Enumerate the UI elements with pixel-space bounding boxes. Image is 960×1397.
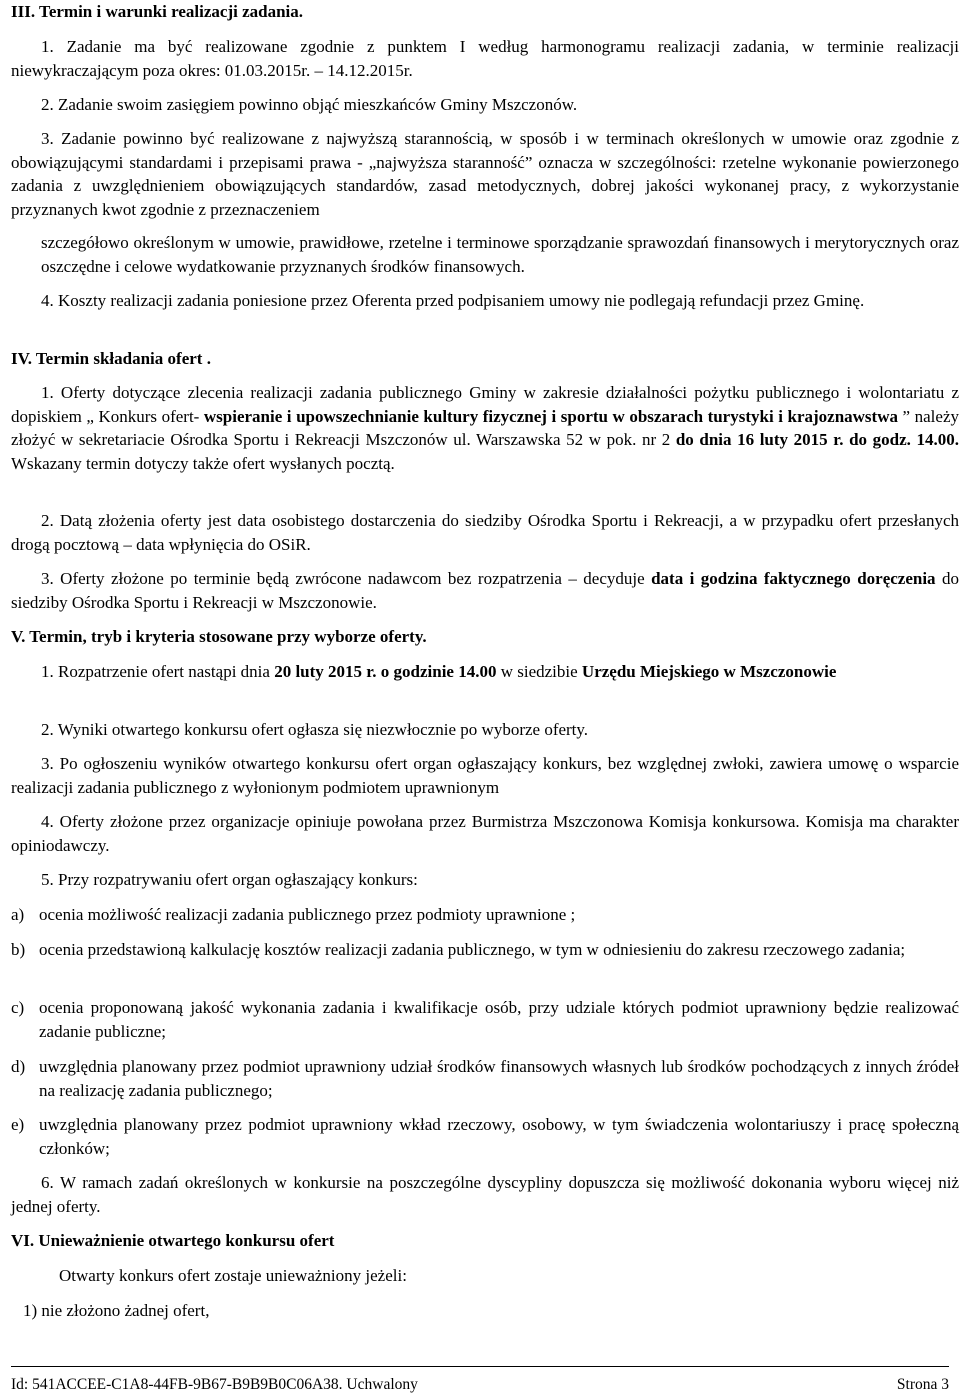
s5-p1-text-bold-date: 20 luty 2015 r. o godzinie 14.00 bbox=[274, 662, 497, 681]
page-number: Strona 3 bbox=[896, 1376, 949, 1393]
section-6-item-1: 1) nie złożono żadnej ofert, bbox=[23, 1301, 210, 1320]
section-4-paragraph-1 bbox=[11, 381, 959, 475]
s5-p1-text-c: w siedzibie bbox=[496, 662, 582, 681]
s4-p3-text-c: do siedziby Ośrodka Sportu i Rekreacji w Mszczonowie. bbox=[11, 569, 959, 612]
s4-p1-text-bold-deadline: do dnia 16 luty 2015 r. do godz. 14.00. bbox=[675, 430, 959, 449]
section-5-paragraph-1 bbox=[11, 660, 959, 684]
section-3-paragraph-4: 4. Koszty realizacji zadania poniesione przez Oferenta przed podpisaniem umowy nie podlegają refundacji przez Gminę. bbox=[41, 291, 865, 310]
s4-p3-text-bold: data i godzina faktycznego doręczenia bbox=[651, 569, 936, 588]
s4-p1-text-bold-title: wspieranie i upowszechnianie kultury fizycznej i sportu w obszarach turystyki i krajoznawstwa bbox=[203, 406, 898, 426]
criteria-item-b-text: ocenia przedstawioną kalkulację kosztów realizacji zadania publicznego, w tym w odniesieniu do zakresu rzeczowego zadania; bbox=[39, 940, 906, 959]
criteria-item-a-text: ocenia możliwość realizacji zadania publicznego przez podmioty uprawnione ; bbox=[39, 905, 576, 924]
criteria-item-a-label: a) bbox=[11, 905, 25, 924]
page-footer bbox=[11, 1366, 949, 1397]
section-5-paragraph-5: 5. Przy rozpatrywaniu ofert organ ogłaszający konkurs: bbox=[41, 870, 418, 889]
section-3-paragraph-2: 2. Zadanie swoim zasięgiem powinno objąć mieszkańców Gminy Mszczonów. bbox=[41, 95, 578, 114]
section-6-heading: VI. Unieważnienie otwartego konkursu ofert bbox=[11, 1231, 335, 1250]
criteria-item-c bbox=[11, 996, 959, 1043]
criteria-item-b bbox=[11, 938, 959, 962]
criteria-item-e-label: e) bbox=[11, 1115, 25, 1134]
criteria-item-c-label: c) bbox=[11, 998, 25, 1017]
section-6-paragraph-1: Otwarty konkurs ofert zostaje unieważniony jeżeli: bbox=[59, 1266, 407, 1285]
section-5-paragraph-4: 4. Oferty złożone przez organizacje opiniuje powołana przez Burmistrza Mszczonowa Komisja konkursowa. Komisja ma charakter opiniodawczy. bbox=[11, 812, 959, 855]
s4-p1-text-e: Wskazany termin dotyczy także ofert wysłanych pocztą. bbox=[11, 453, 395, 473]
section-5-paragraph-2: 2. Wyniki otwartego konkursu ofert ogłasza się niezwłocznie po wyborze oferty. bbox=[41, 720, 589, 739]
s5-p1-text-bold-place: Urzędu Miejskiego w Mszczonowie bbox=[581, 662, 837, 681]
document-id: Id: 541ACCEE-C1A8-44FB-9B67-B9B9B0C06A38. Uchwalony bbox=[11, 1376, 418, 1393]
criteria-item-e bbox=[11, 1113, 959, 1160]
criteria-item-d-text: uwzględnia planowany przez podmiot uprawniony udział środków finansowych własnych lub środków pochodzących z innych źródeł na realizację zadania publicznego; bbox=[39, 1057, 959, 1100]
section-3-paragraph-1: 1. Zadanie ma być realizowane zgodnie z punktem I według harmonogramu realizacji zadania, w terminie realizacji niewykraczającym poza okres: 01.03.2015r. – 14.12.2015r. bbox=[11, 37, 959, 80]
criteria-item-c-text: ocenia proponowaną jakość wykonania zadania i kwalifikacje osób, przy udziale których podmiot uprawniony będzie realizować zadanie publiczne; bbox=[39, 998, 959, 1041]
s4-p1-text-a: 1. Oferty dotyczące zlecenia realizacji zadania publicznego Gminy w zakresie działalności pożytku publicznego i wolontariatu z dopiskiem „ Konkurs ofert- bbox=[11, 383, 959, 426]
section-4-heading: IV. Termin składania ofert . bbox=[11, 349, 211, 368]
criteria-item-e-text: uwzględnia planowany przez podmiot uprawniony wkład rzeczowy, osobowy, w tym świadczenia wolontariuszy i pracę społeczną członków; bbox=[39, 1115, 959, 1158]
criteria-item-d-label: d) bbox=[11, 1057, 26, 1076]
s4-p3-text-a: 3. Oferty złożone po terminie będą zwrócone nadawcom bez rozpatrzenia – decyduje bbox=[41, 569, 652, 588]
section-4-paragraph-2: 2. Datą złożenia oferty jest data osobistego dostarczenia do siedziby Ośrodka Sportu i Rekreacji, a w przypadku ofert przesłanych drogą pocztową – data wpłynięcia do OSiR. bbox=[11, 511, 959, 554]
section-5-paragraph-3: 3. Po ogłoszeniu wyników otwartego konkursu ofert organ ogłaszający konkurs, bez względnej zwłoki, zawiera umowę o wsparcie realizacji zadania publicznego z wyłonionym podmiotem uprawnionym bbox=[11, 754, 959, 797]
s5-p1-text-a: 1. Rozpatrzenie ofert nastąpi dnia bbox=[41, 662, 275, 681]
section-3-paragraph-3b: szczegółowo określonym w umowie, prawidłowe, rzetelne i terminowe sporządzanie sprawozdań finansowych i merytorycznych oraz oszczędne i celowe wydatkowanie przyznanych środków finansowych. bbox=[41, 233, 959, 276]
section-5-heading: V. Termin, tryb i kryteria stosowane przy wyborze oferty. bbox=[11, 627, 427, 646]
section-5-paragraph-6: 6. W ramach zadań określonych w konkursie na poszczególne dyscypliny dopuszcza się możliwość dokonania wyboru więcej niż jednej oferty. bbox=[11, 1173, 959, 1216]
s4-p1-text-c: ” należy złożyć w sekretariacie Ośrodka Sportu i Rekreacji Mszczonów ul. Warszawska 52 w pok. nr 2 bbox=[11, 406, 959, 449]
criteria-item-b-label: b) bbox=[11, 940, 26, 959]
criteria-item-d bbox=[11, 1055, 959, 1102]
section-3-paragraph-3a: 3. Zadanie powinno być realizowane z najwyższą starannością, w sposób i w terminach określonych w umowie oraz zgodnie z obowiązującymi standardami i przepisami prawa - „najwyższa staranność” oznacza w szczególności: rzetelne wykonanie powierzonego zadania z uwzględnieniem obowiązujących standardów, zasad metodycznych, dobrej jakości wykonanej pracy, z wykorzystanie przyznanych kwot zgodnie z przeznaczeniem bbox=[11, 129, 959, 219]
criteria-item-a bbox=[11, 903, 959, 927]
section-3-heading: III. Termin i warunki realizacji zadania. bbox=[11, 2, 304, 21]
section-4-paragraph-3 bbox=[11, 567, 959, 614]
